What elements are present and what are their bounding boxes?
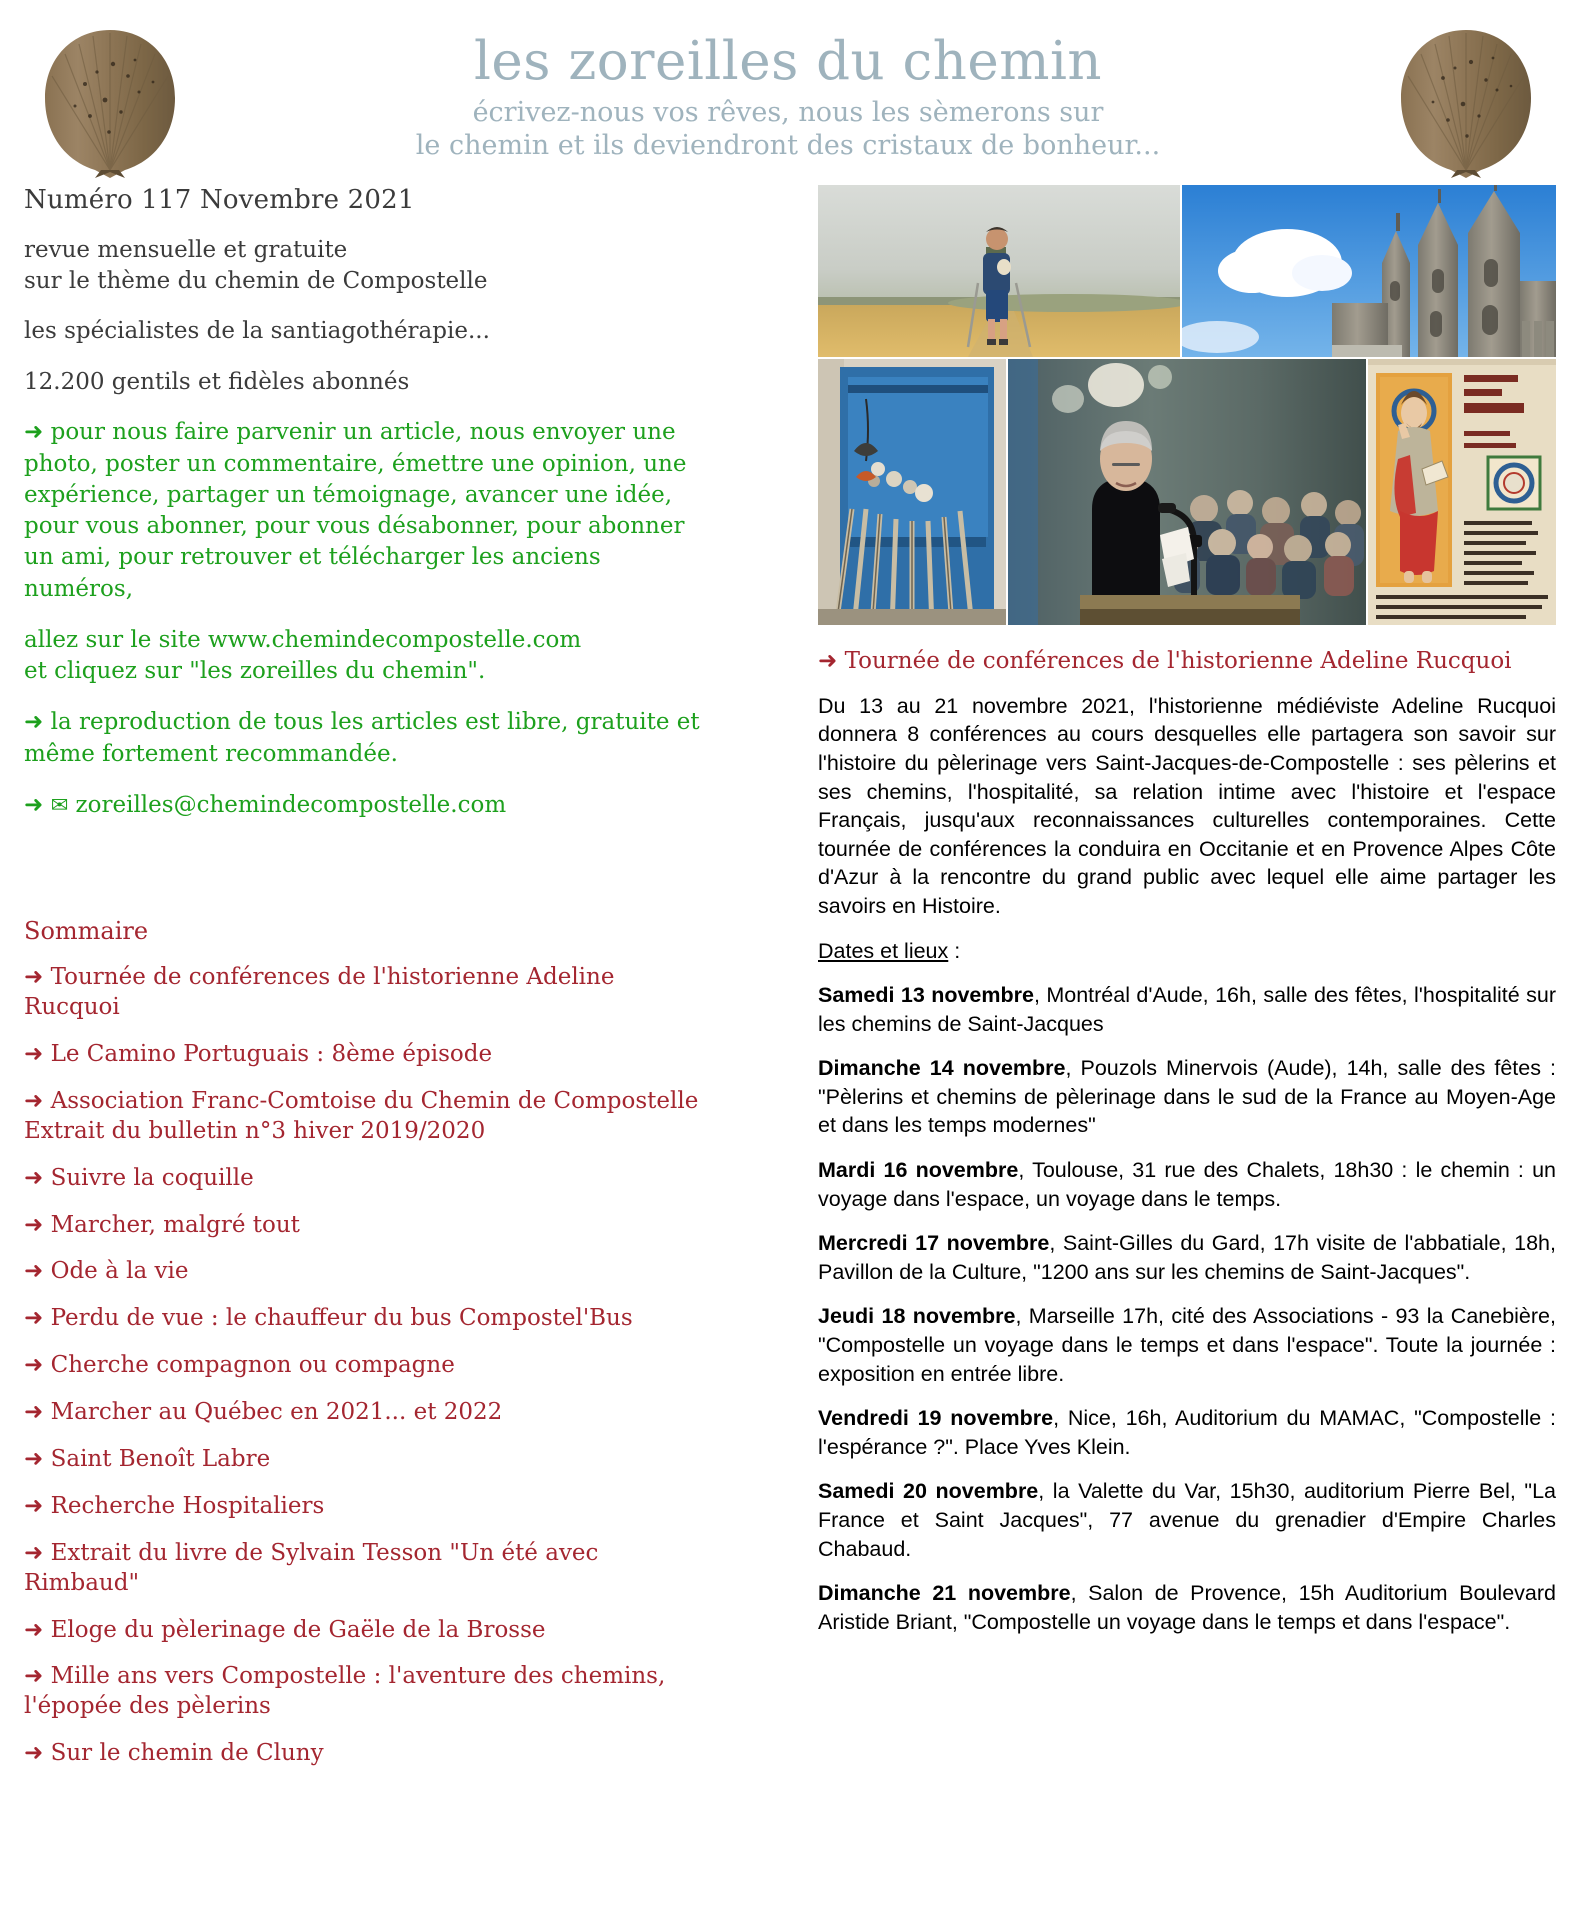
specialists-tagline: les spécialistes de la santiagothérapie... — [24, 318, 490, 345]
contact-email[interactable]: zoreilles@chemindecompostelle.com — [75, 791, 507, 818]
arrow-icon: ➜ — [24, 1492, 44, 1519]
subscriber-count: 12.200 gentils et fidèles abonnés — [24, 368, 410, 395]
arrow-icon: ➜ — [24, 1446, 44, 1473]
website-instructions-line1[interactable]: allez sur le site www.chemindecompostelle.com — [24, 626, 582, 653]
toc-item-label: Marcher, malgré tout — [50, 1211, 300, 1238]
arrow-icon: ➜ — [24, 419, 44, 446]
contact-email-row[interactable] — [24, 790, 714, 821]
website-instructions[interactable] — [24, 625, 714, 688]
arrow-icon: ➜ — [24, 1164, 44, 1191]
toc-item-label: Saint Benoît Labre — [50, 1446, 271, 1473]
date-entry — [818, 1579, 1556, 1636]
date-entry — [818, 1054, 1556, 1140]
toc-item[interactable] — [24, 1351, 714, 1381]
toc-item[interactable] — [24, 1164, 714, 1194]
toc-item-label: Marcher au Québec en 2021... et 2022 — [50, 1399, 503, 1426]
dates-label-text: Dates et lieux — [818, 938, 949, 963]
date-entry-detail: , Pouzols Minervois (Aude), 14h, salle des fêtes : "Pèlerins et chemins de pèlerinage dans le sud de la France au Moyen-Age et dans les temps modernes" — [818, 1056, 1556, 1138]
date-entry-detail: , Saint-Gilles du Gard, 17h visite de l'abbatiale, 18h, Pavillon de la Culture, "1200 ans sur les chemins de Saint-Jacques". — [818, 1231, 1556, 1284]
toc-item[interactable] — [24, 963, 714, 1023]
left-column — [24, 185, 714, 1786]
toc-item[interactable] — [24, 1087, 714, 1147]
arrow-icon: ➜ — [24, 1305, 44, 1332]
toc-item-label: Sur le chemin de Cluny — [50, 1740, 324, 1767]
date-entry — [818, 1229, 1556, 1286]
arrow-icon: ➜ — [24, 1258, 44, 1285]
brand-subtitle-line1: écrivez-nous vos rêves, nous les sèmerons sur — [472, 96, 1104, 128]
photo-santiago-cathedral — [1182, 185, 1556, 357]
arrow-icon: ➜ — [24, 1352, 44, 1379]
date-entry-day: Vendredi 19 novembre — [818, 1406, 1054, 1431]
right-column — [818, 185, 1556, 1652]
arrow-icon: ➜ — [24, 1041, 44, 1068]
toc-item[interactable] — [24, 1616, 714, 1646]
photo-collage — [818, 185, 1556, 625]
masthead-titles — [0, 31, 1576, 163]
toc-item[interactable] — [24, 1398, 714, 1428]
magazine-description-line2: sur le thème du chemin de Compostelle — [24, 267, 488, 294]
arrow-icon: ➜ — [24, 1539, 44, 1566]
table-of-contents-title: Sommaire — [24, 917, 149, 946]
arrow-icon: ➜ — [24, 709, 44, 736]
date-entry-detail: , la Valette du Var, 15h30, auditorium Pierre Bel, "La France et Saint Jacques", 77 avenue du grenadier d'Empire Charles Chabaud. — [818, 1479, 1556, 1561]
toc-item-label: Le Camino Portuguais : 8ème épisode — [50, 1041, 493, 1068]
date-entry-day: Dimanche 14 novembre — [818, 1056, 1066, 1081]
toc-item-label: Suivre la coquille — [50, 1164, 254, 1191]
reproduction-notice — [24, 707, 714, 770]
arrow-icon: ➜ — [24, 1663, 44, 1690]
photo-pilgrim-walking-field — [818, 185, 1180, 357]
date-entry-detail: , Marseille 17h, cité des Associations - 93 la Canebière, "Compostelle un voyage dans le temps et dans l'espace". Toute la journée : exposition en entrée libre. — [818, 1304, 1556, 1386]
toc-item[interactable] — [24, 1040, 714, 1070]
date-entry-day: Jeudi 18 novembre — [818, 1304, 1016, 1329]
date-entry — [818, 1477, 1556, 1563]
arrow-icon: ➜ — [24, 964, 44, 991]
photo-speaker-conference — [1008, 359, 1366, 625]
date-entry-day: Mardi 16 novembre — [818, 1158, 1019, 1183]
date-entry-detail: , Montréal d'Aude, 16h, salle des fêtes, l'hospitalité sur les chemins de Saint-Jacques — [818, 983, 1556, 1036]
photo-blue-door-staffs — [818, 359, 1006, 625]
toc-item-label: Perdu de vue : le chauffeur du bus Compostel'Bus — [50, 1305, 633, 1332]
date-entry — [818, 1156, 1556, 1213]
toc-item-label: Association Franc-Comtoise du Chemin de Compostelle Extrait du bulletin n°3 hiver 2019/2020 — [24, 1087, 699, 1144]
photo-illuminated-manuscript — [1368, 359, 1556, 625]
article-heading-text: Tournée de conférences de l'historienne Adeline Rucquoi — [844, 648, 1512, 674]
arrow-icon: ➜ — [24, 1399, 44, 1426]
submission-instructions — [24, 417, 714, 605]
arrow-icon: ➜ — [24, 1740, 44, 1767]
date-entry — [818, 981, 1556, 1038]
issue-number: Numéro 117 Novembre 2021 — [24, 185, 415, 215]
toc-item[interactable] — [24, 1662, 714, 1722]
article-intro-paragraph: Du 13 au 21 novembre 2021, l'historienne médiéviste Adeline Rucquoi donnera 8 conférences au cours desquelles elle partagera son savoir sur l'histoire du pèlerinage vers Saint-Jacques-de-Compostelle : ses pèlerins et ses chemins, l'hospitalité, sa relation intime avec l'histoire et l'espace Français, jusqu'aux reconnaissances culturelles contemporaines. Cette tournée de conférences la conduira en Occitanie et en Provence Alpes Côte d'Azur à la rencontre du grand public avec lequel elle aime partager les savoirs en Histoire. — [818, 693, 1556, 918]
toc-item[interactable] — [24, 1445, 714, 1475]
date-entry — [818, 1302, 1556, 1388]
toc-item[interactable] — [24, 1304, 714, 1334]
dates-section-label — [818, 937, 1556, 966]
arrow-icon: ➜ — [24, 1616, 44, 1643]
arrow-icon: ➜ — [24, 791, 44, 818]
toc-item-label: Eloge du pèlerinage de Gaële de la Brosse — [50, 1616, 546, 1643]
arrow-icon: ➜ — [24, 1087, 44, 1114]
date-entry — [818, 1404, 1556, 1461]
toc-item[interactable] — [24, 1539, 714, 1599]
submission-instructions-text: pour nous faire parvenir un article, nous envoyer une photo, poster un commentaire, émettre une opinion, une expérience, partager un témoignage, avancer une idée, pour vous abonner, pour vous désabonner, pour abonner un ami, pour retrouver et télécharger les anciens numéros, — [24, 419, 687, 602]
dates-label-suffix: : — [948, 938, 961, 963]
table-of-contents — [24, 917, 714, 1769]
magazine-description-line1: revue mensuelle et gratuite — [24, 237, 348, 263]
toc-item-label: Mille ans vers Compostelle : l'aventure des chemins, l'épopée des pèlerins — [24, 1663, 666, 1720]
reproduction-notice-text: la reproduction de tous les articles est libre, gratuite et même fortement recommandée. — [24, 709, 700, 767]
toc-item-label: Cherche compagnon ou compagne — [50, 1352, 455, 1379]
article-heading — [818, 647, 1556, 676]
toc-item-label: Recherche Hospitaliers — [50, 1492, 325, 1519]
masthead — [0, 0, 1576, 185]
date-entry-detail: , Salon de Provence, 15h Auditorium Boulevard Aristide Briant, "Compostelle un voyage dans le temps et dans l'espace". — [818, 1581, 1556, 1634]
toc-item[interactable] — [24, 1739, 714, 1769]
toc-item-label: Tournée de conférences de l'historienne Adeline Rucquoi — [24, 964, 615, 1021]
brand-subtitle-line2: le chemin et ils deviendront des cristaux de bonheur... — [415, 130, 1161, 162]
photo-collage-bottom-row — [818, 359, 1556, 625]
toc-item-label: Extrait du livre de Sylvain Tesson "Un été avec Rimbaud" — [24, 1539, 599, 1596]
scallop-shell-icon-right — [1391, 20, 1541, 180]
date-entry-day: Dimanche 21 novembre — [818, 1581, 1071, 1606]
magazine-description — [24, 235, 714, 296]
toc-item[interactable] — [24, 1492, 714, 1522]
envelope-icon: ✉ — [50, 792, 69, 817]
brand-title: les zoreilles du chemin — [473, 31, 1103, 92]
date-entry-day: Samedi 20 novembre — [818, 1479, 1039, 1504]
arrow-icon: ➜ — [24, 1211, 44, 1238]
date-entry-day: Samedi 13 novembre — [818, 983, 1034, 1008]
website-instructions-line2: et cliquez sur "les zoreilles du chemin". — [24, 658, 486, 685]
date-entry-day: Mercredi 17 novembre — [818, 1231, 1050, 1256]
date-entry-detail: , Nice, 16h, Auditorium du MAMAC, "Compostelle : l'espérance ?". Place Yves Klein. — [818, 1406, 1556, 1459]
date-entry-detail: , Toulouse, 31 rue des Chalets, 18h30 : le chemin : un voyage dans l'espace, un voyage dans le temps. — [818, 1158, 1556, 1211]
arrow-icon: ➜ — [818, 648, 838, 674]
toc-item[interactable] — [24, 1257, 714, 1287]
toc-item-label: Ode à la vie — [50, 1258, 189, 1285]
toc-item[interactable] — [24, 1211, 714, 1241]
